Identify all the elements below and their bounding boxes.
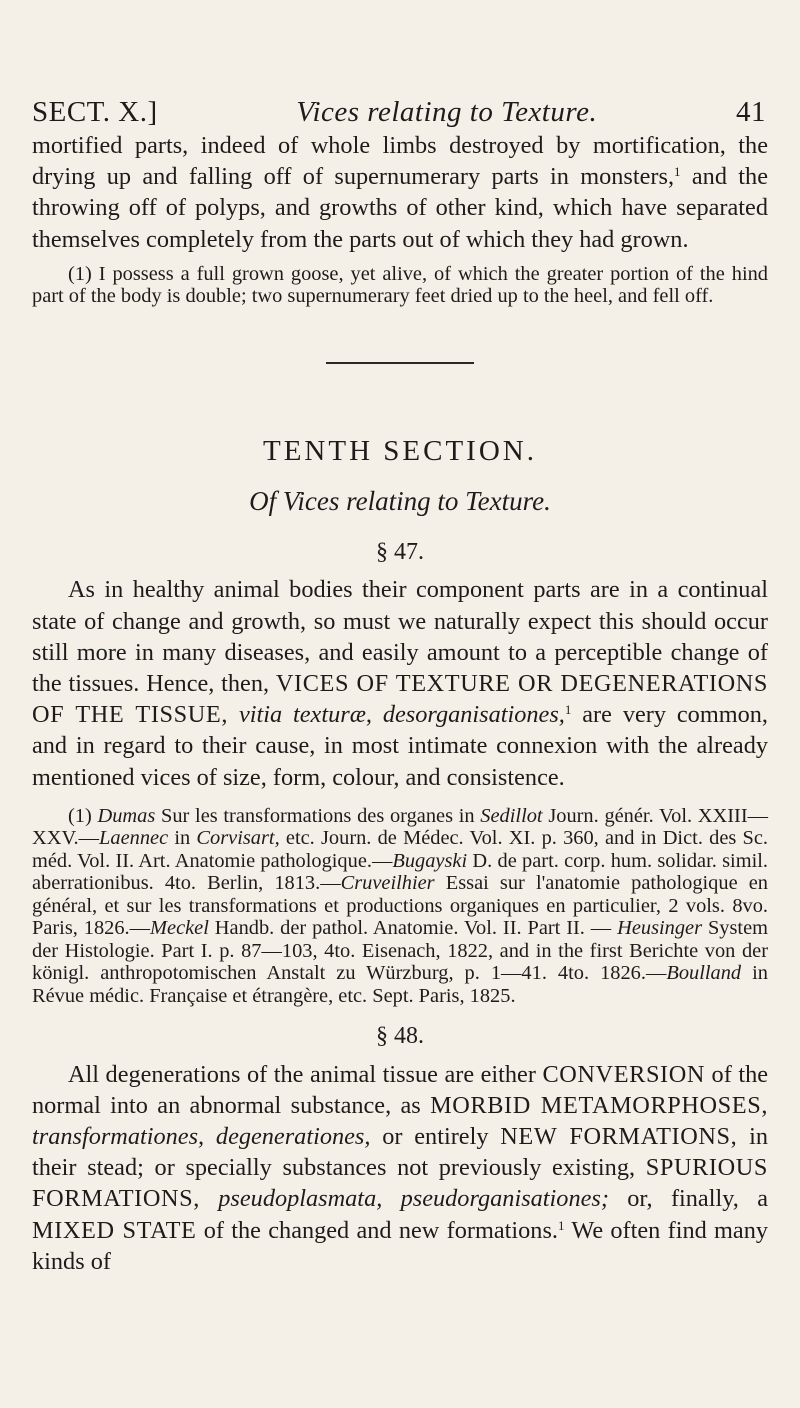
footnote-ref: 1 (674, 164, 681, 180)
italic-run: Heusinger (617, 917, 703, 940)
text-run: We often find many kinds of (32, 1216, 769, 1275)
text-run (200, 1185, 218, 1212)
running-head (32, 96, 766, 129)
paragraph-italic: vitia texturæ, desorganisationes, (238, 701, 565, 729)
section-divider (326, 362, 474, 364)
italic-run: Bugayski (392, 849, 468, 872)
small-caps-run: MIXED STATE (32, 1216, 197, 1244)
paragraph-text: are very common, and in regard to their cause, in most intimate connexion with the already mentioned vices of size, form, colour, and consistence. (32, 701, 768, 791)
footnote-ref: 1 (557, 1217, 565, 1233)
top-paragraph-text-rest: and the throwing off of polyps, and growths of other kind, which have separated themselves completely from the parts out of which they had grown. (32, 163, 768, 253)
page-body (32, 130, 768, 1277)
text-run: Handb. der pathol. Anatomie. Vol. II. Part II. — (208, 917, 618, 940)
text-run: Sur les transformations des organes in (155, 804, 481, 827)
italic-run: Meckel (150, 917, 209, 940)
italic-run: transformationes, degenerationes, (32, 1122, 371, 1150)
top-paragraph (32, 130, 768, 255)
section-heading: TENTH SECTION. (263, 434, 537, 467)
text-run: or, finally, a (608, 1185, 768, 1213)
section-marker: SECT. X.] (32, 96, 158, 128)
text-run: in Révue médic. Française et étrangère, etc. Sept. Paris, 1825. (32, 962, 768, 1007)
text-run: D. de part. corp. hum. solidar. simil. aberrationibus. 4to. Berlin, 1813.— (32, 849, 768, 895)
italic-run: Boulland (666, 962, 742, 985)
section-subheading: Of Vices relating to Texture. (249, 486, 551, 517)
text-run: Essai sur l'anatomie pathologique en général, et sur les transformations et productions organiques en particulier, 2 vols. 8vo. Paris, 1826.— (32, 872, 768, 940)
small-caps-run: CONVERSION (542, 1060, 706, 1088)
footnote-references (32, 805, 768, 1008)
italic-run: Dumas (97, 804, 156, 827)
small-caps-run: SPURIOUS FORMATIONS, (32, 1154, 768, 1213)
paragraph-text (228, 701, 239, 728)
text-run: of the normal into an abnormal substance, as (32, 1060, 768, 1119)
text-run: in (168, 827, 197, 850)
small-caps-run: MORBID METAMORPHOSES, (430, 1091, 768, 1119)
italic-run: pseudoplasmata, pseudorganisationes; (218, 1185, 609, 1213)
footnote: (1) I possess a full grown goose, yet alive, of which the greater portion of the hind part of the body is double; two supernumerary feet dried up to the heel, and fell off. (32, 262, 768, 308)
italic-run: Laennec (99, 827, 169, 850)
text-run: etc. Journ. de Médec. Vol. XI. p. 360, and in Dict. des Sc. méd. Vol. II. Art. Anatomie pathologique.— (32, 827, 769, 872)
italic-run: Corvisart, (196, 827, 280, 850)
text-run: System der Histologie. Part I. p. 87—103, 4to. Eisenach, 1822, and in the first Berichte von der königl. anthropotomischen Anstalt zu Würzburg, p. 1—41. 4to. 1826.— (32, 917, 768, 985)
text-run: All degenerations of the animal tissue are either (68, 1060, 543, 1088)
small-caps-run: NEW FORMATIONS, (500, 1122, 738, 1150)
top-paragraph-text: mortified parts, indeed of whole limbs destroyed by mortification, the drying up and falling off of supernumerary parts in monsters, (32, 132, 768, 191)
text-run: Journ. génér. Vol. XXIII—XXV.— (32, 804, 769, 850)
running-title: Vices relating to Texture. (296, 96, 598, 128)
italic-run: Cruveilhier (340, 872, 435, 895)
paragraph-mark: § 48. (376, 1023, 424, 1050)
page-number: 41 (735, 96, 766, 128)
footnote-ref: 1 (564, 702, 572, 718)
text-run: in their stead; or specially substances not previously existing, (32, 1122, 768, 1182)
paragraph-48 (32, 1059, 768, 1277)
italic-run: Sedillot (480, 804, 543, 827)
paragraph-mark: § 47. (376, 539, 424, 566)
paragraph-47 (32, 574, 768, 792)
paragraph-small-caps: VICES OF TEXTURE OR DEGENERATIONS OF THE TISSUE, (32, 670, 768, 729)
paragraph-text: As in healthy animal bodies their component parts are in a continual state of change and growth, so must we naturally expect this should occur still more in many diseases, and easily amount to a perceptible change of the tissues. Hence, then, (32, 576, 768, 698)
text-run: (1) (68, 804, 98, 827)
text-run: or entirely (370, 1122, 501, 1150)
text-run: of the changed and new formations. (196, 1216, 558, 1244)
